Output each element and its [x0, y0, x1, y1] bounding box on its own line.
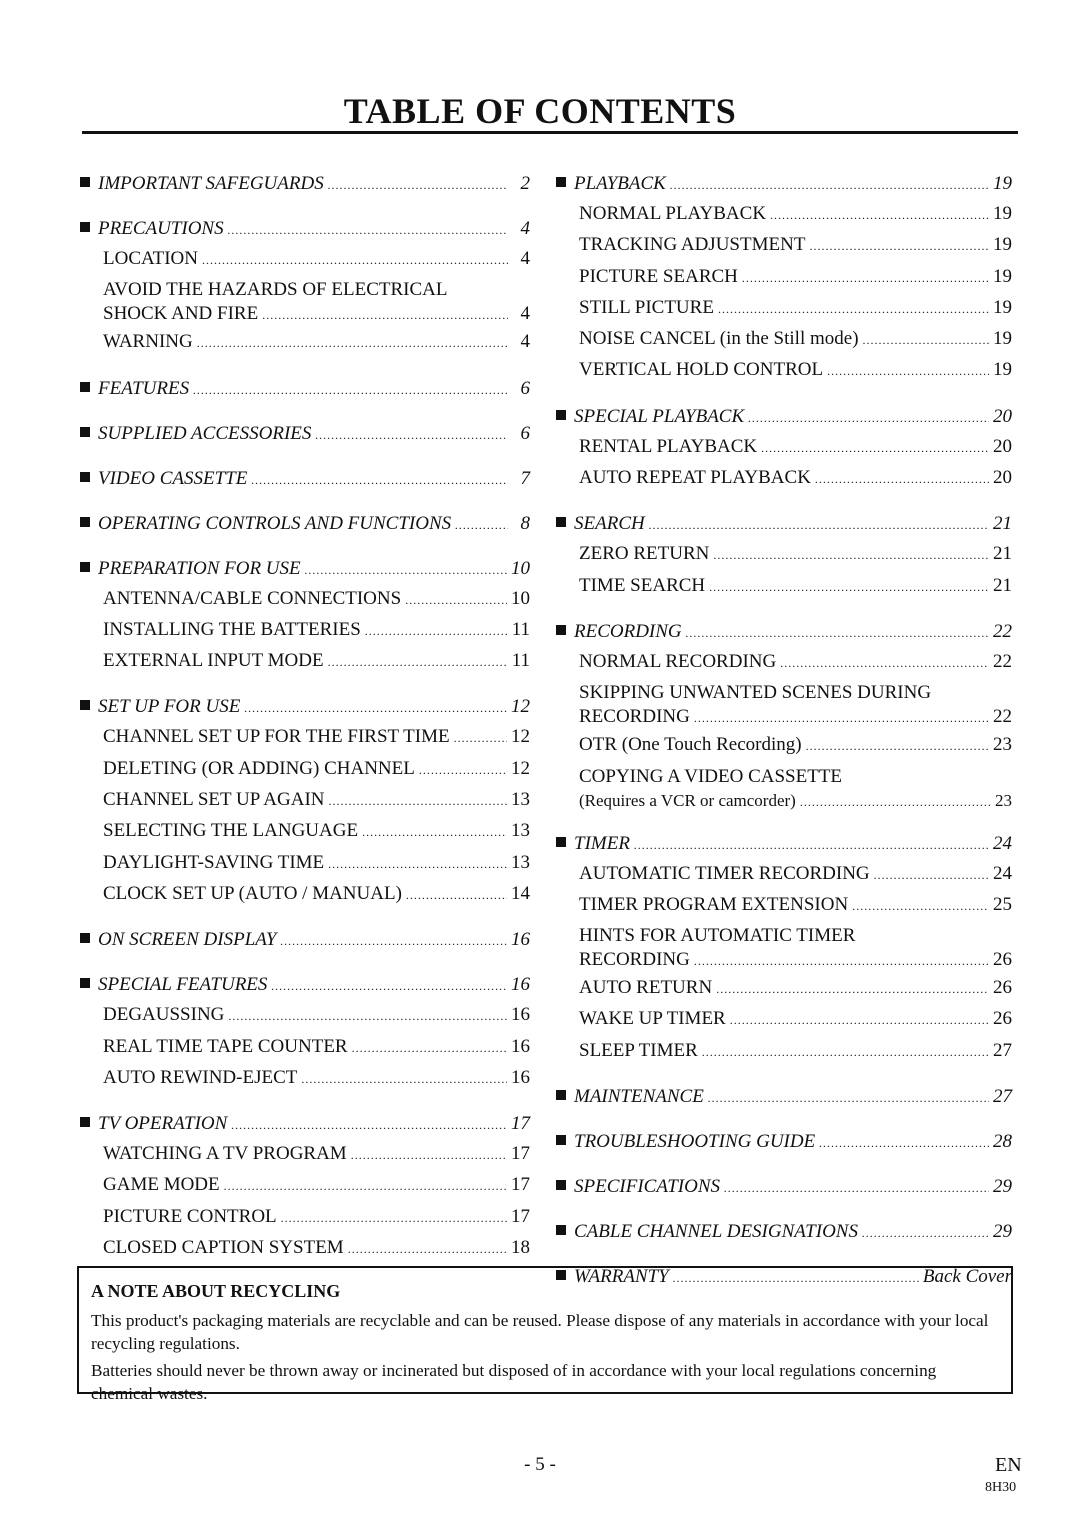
toc-entry	[556, 1004, 1012, 1035]
entry-label: CHANNEL SET UP AGAIN	[103, 789, 325, 811]
entry-label: RENTAL PLAYBACK	[579, 435, 758, 457]
toc-section	[556, 1218, 1012, 1247]
leader-dots	[718, 295, 989, 324]
section-title: ON SCREEN DISPLAY	[98, 929, 277, 951]
entry-label: NOISE CANCEL (in the Still mode)	[579, 328, 859, 350]
leader-dots	[419, 756, 507, 785]
toc-entry	[80, 848, 530, 879]
recycling-note-paragraph: Batteries should never be thrown away or incinerated but disposed of in accordance with your local regulations concerning chemical wastes.	[91, 1361, 937, 1403]
entry-label: PICTURE SEARCH	[579, 265, 738, 287]
leader-dots	[224, 1172, 507, 1201]
toc-entry	[556, 199, 1012, 230]
leader-dots	[809, 232, 989, 261]
leader-dots	[874, 861, 989, 890]
entry-page-number: 19	[993, 203, 1012, 224]
entry-page-number: 19	[993, 359, 1012, 381]
bullet-square-icon	[80, 472, 90, 482]
language-code: EN	[995, 1454, 1022, 1476]
leader-dots	[281, 1204, 507, 1233]
section-page-number: 17	[511, 1113, 530, 1135]
toc-entry	[80, 879, 530, 910]
toc-entry	[80, 1202, 530, 1233]
entry-label: TIME SEARCH	[579, 574, 706, 596]
section-title: TROUBLESHOOTING GUIDE	[574, 1131, 816, 1153]
bullet-square-icon	[80, 427, 90, 437]
entry-label-continued	[103, 302, 530, 327]
toc-section	[80, 926, 530, 955]
toc-entry	[556, 1036, 1012, 1067]
entry-page-number: 20	[993, 467, 1012, 489]
section-page-number: 7	[520, 467, 530, 489]
entry-label: OTR (One Touch Recording)	[579, 734, 802, 756]
leader-dots	[362, 818, 507, 847]
toc-entry	[556, 890, 1012, 921]
leader-dots	[815, 465, 989, 494]
leader-dots	[455, 511, 508, 539]
toc-section-heading	[80, 555, 530, 584]
page-number: - 5 -	[524, 1454, 556, 1475]
toc-section	[80, 510, 530, 539]
entry-label: AUTO REPEAT PLAYBACK	[579, 467, 811, 489]
toc-entry	[556, 463, 1012, 494]
toc-right-column	[556, 170, 1012, 1308]
toc-section	[556, 510, 1012, 602]
entry-label: COPYING A VIDEO CASSETTE	[579, 765, 843, 787]
page-title: TABLE OF CONTENTS	[343, 91, 737, 131]
entry-page-number: 13	[511, 820, 530, 842]
recycling-note-box	[77, 1266, 1013, 1403]
toc-section	[556, 1173, 1012, 1202]
recycling-note-title: A NOTE ABOUT RECYCLING	[91, 1281, 341, 1301]
entry-label: AUTO RETURN	[579, 977, 713, 999]
section-page-number: 16	[511, 929, 530, 951]
leader-dots	[730, 1006, 989, 1035]
leader-dots	[454, 724, 507, 753]
toc-section-heading	[556, 618, 1012, 647]
toc-entry	[556, 973, 1012, 1004]
leader-dots	[228, 1002, 507, 1031]
entry-label: SKIPPING UNWANTED SCENES DURING	[579, 682, 932, 704]
section-page-number: 10	[511, 557, 530, 579]
entry-label: GAME MODE	[103, 1174, 220, 1196]
bullet-square-icon	[556, 1225, 566, 1235]
entry-label: CHANNEL SET UP FOR THE FIRST TIME	[103, 726, 450, 748]
section-page-number: 27	[993, 1086, 1012, 1108]
leader-dots	[301, 1065, 507, 1094]
bullet-square-icon	[80, 177, 90, 187]
toc-section	[80, 375, 530, 404]
entry-page-number: 4	[520, 303, 530, 325]
section-title: IMPORTANT SAFEGUARDS	[98, 173, 324, 194]
leader-dots	[670, 171, 989, 199]
entry-label: NORMAL PLAYBACK	[579, 203, 767, 224]
leader-dots	[405, 586, 507, 615]
entry-label-continued	[579, 705, 1012, 730]
entry-page-number: 26	[993, 1008, 1012, 1030]
bullet-square-icon	[80, 382, 90, 392]
bullet-square-icon	[556, 517, 566, 527]
entry-page-number: 11	[511, 618, 530, 640]
bullet-square-icon	[556, 410, 566, 420]
entry-page-number: 21	[993, 543, 1012, 565]
leader-dots	[251, 466, 508, 494]
toc-entry	[556, 355, 1012, 386]
toc-section-heading	[556, 1173, 1012, 1202]
section-page-number: 16	[511, 974, 530, 996]
section-title: SET UP FOR USE	[98, 696, 241, 718]
leader-dots	[780, 649, 989, 678]
leader-dots	[315, 421, 508, 449]
section-page-number: 22	[993, 620, 1012, 642]
toc-section	[80, 1110, 530, 1264]
section-title: OPERATING CONTROLS AND FUNCTIONS	[98, 512, 452, 534]
entry-label-continued	[579, 948, 1012, 973]
toc-entry	[556, 647, 1012, 678]
leader-dots	[770, 201, 989, 230]
bullet-square-icon	[80, 978, 90, 988]
toc-section-heading	[556, 1128, 1012, 1157]
bullet-square-icon	[556, 837, 566, 847]
entry-label: SHOCK AND FIRE	[103, 303, 259, 325]
leader-dots	[202, 246, 508, 275]
toc-section-heading	[80, 375, 530, 404]
section-page-number: Back Cover	[922, 1266, 1012, 1288]
entry-label: DEGAUSSING	[103, 1004, 225, 1026]
section-page-number: 20	[993, 405, 1012, 427]
entry-label: SELECTING THE LANGUAGE	[103, 820, 359, 842]
leader-dots	[716, 975, 989, 1004]
entry-label: AUTO REWIND-EJECT	[103, 1066, 298, 1088]
toc-section-heading	[556, 170, 1012, 199]
entry-page-number: 20	[993, 435, 1012, 457]
entry-label: PICTURE CONTROL	[103, 1205, 277, 1227]
toc-entry	[80, 584, 530, 615]
entry-page-number: 13	[511, 851, 530, 873]
toc-entry	[80, 278, 530, 327]
entry-page-number: 13	[511, 789, 530, 811]
leader-dots	[365, 617, 508, 646]
toc-section-heading	[556, 1218, 1012, 1247]
bullet-square-icon	[556, 1090, 566, 1100]
entry-page-number: 19	[993, 234, 1012, 256]
title-rule	[82, 131, 1018, 134]
toc-entry	[556, 293, 1012, 324]
entry-page-number: 21	[993, 574, 1012, 596]
toc-entry	[80, 754, 530, 785]
toc-section	[80, 465, 530, 494]
section-title: SPECIAL FEATURES	[98, 974, 268, 996]
toc-section	[80, 215, 530, 359]
toc-entry	[80, 327, 530, 358]
bullet-square-icon	[80, 562, 90, 572]
entry-label: CLOCK SET UP (AUTO / MANUAL)	[103, 882, 402, 904]
entry-page-number: 17	[511, 1174, 530, 1196]
bullet-square-icon	[80, 933, 90, 943]
toc-section-heading	[556, 830, 1012, 859]
toc-section	[556, 170, 1012, 387]
toc-entry	[80, 722, 530, 753]
toc-entry	[556, 262, 1012, 293]
entry-label: WATCHING A TV PROGRAM	[103, 1143, 347, 1165]
entry-page-number: 22	[993, 650, 1012, 672]
toc-entry	[80, 1000, 530, 1031]
toc-entry	[80, 1063, 530, 1094]
leader-dots	[197, 329, 508, 358]
entry-label: (Requires a VCR or camcorder)	[579, 790, 796, 810]
model-code: 8H30	[985, 1480, 1017, 1495]
entry-label: CLOSED CAPTION SYSTEM	[103, 1237, 344, 1259]
toc-entry	[80, 1170, 530, 1201]
entry-label: RECORDING	[579, 706, 690, 728]
section-title: PRECAUTIONS	[98, 218, 224, 239]
entry-page-number: 17	[511, 1143, 530, 1165]
toc-entry	[80, 816, 530, 847]
toc-section-heading	[80, 926, 530, 955]
entry-page-number: 26	[993, 949, 1012, 971]
entry-label: DAYLIGHT-SAVING TIME	[103, 851, 325, 873]
section-title: SUPPLIED ACCESSORIES	[98, 422, 312, 444]
toc-section-heading	[556, 510, 1012, 539]
toc-entry	[556, 765, 1012, 814]
leader-dots	[329, 787, 508, 816]
toc-section-heading	[80, 465, 530, 494]
toc-section	[556, 403, 1012, 495]
section-page-number: 12	[511, 696, 530, 718]
entry-page-number: 23	[993, 734, 1012, 756]
toc-section-heading	[80, 215, 530, 244]
leader-dots	[231, 1111, 507, 1139]
entry-label: AUTOMATIC TIMER RECORDING	[579, 862, 870, 884]
toc-section-heading	[80, 170, 530, 199]
toc-entry	[556, 432, 1012, 463]
leader-dots	[709, 573, 989, 602]
entry-label: INSTALLING THE BATTERIES	[103, 618, 361, 640]
entry-page-number: 24	[993, 862, 1012, 884]
leader-dots	[800, 790, 990, 814]
entry-page-number: 26	[993, 977, 1012, 999]
leader-dots	[819, 1129, 989, 1157]
toc-section-heading	[556, 403, 1012, 432]
toc-section	[556, 1083, 1012, 1112]
entry-label: STILL PICTURE	[579, 296, 714, 318]
section-page-number: 6	[520, 377, 530, 399]
entry-label: RECORDING	[579, 949, 690, 971]
bullet-square-icon	[80, 222, 90, 232]
leader-dots	[761, 434, 989, 463]
entry-page-number: 17	[511, 1205, 530, 1227]
bullet-square-icon	[556, 177, 566, 187]
entry-label: REAL TIME TAPE COUNTER	[103, 1035, 348, 1057]
bullet-square-icon	[80, 700, 90, 710]
toc-section	[80, 971, 530, 1094]
leader-dots	[694, 949, 989, 973]
section-title: TV OPERATION	[98, 1113, 228, 1135]
entry-label: LOCATION	[103, 248, 198, 269]
leader-dots	[305, 556, 507, 584]
section-title: PLAYBACK	[574, 173, 666, 194]
toc-entry	[556, 924, 1012, 973]
leader-dots	[193, 376, 508, 404]
leader-dots	[862, 1219, 989, 1247]
entry-label: NORMAL RECORDING	[579, 650, 777, 672]
bullet-square-icon	[80, 1117, 90, 1127]
entry-page-number: 16	[511, 1004, 530, 1026]
entry-page-number: 22	[993, 706, 1012, 728]
section-page-number: 21	[993, 513, 1012, 535]
entry-page-number: 12	[511, 757, 530, 779]
leader-dots	[328, 171, 508, 199]
entry-page-number: 11	[511, 650, 530, 672]
toc-section	[80, 170, 530, 199]
toc-section	[556, 618, 1012, 814]
entry-page-number: 4	[520, 331, 530, 353]
recycling-note-paragraph: This product's packaging materials are recyclable and can be reused. Please dispose of any materials in accordance with your local recycling regulations.	[91, 1311, 989, 1353]
toc-section-heading	[556, 1083, 1012, 1112]
toc-entry	[80, 1233, 530, 1264]
leader-dots	[351, 1141, 507, 1170]
entry-page-number: 16	[511, 1035, 530, 1057]
leader-dots	[244, 694, 507, 722]
leader-dots	[348, 1235, 507, 1264]
entry-page-number: 19	[993, 265, 1012, 287]
section-title: SPECIAL PLAYBACK	[574, 405, 745, 427]
leader-dots	[708, 1084, 989, 1112]
leader-dots	[863, 326, 989, 355]
leader-dots	[806, 732, 989, 761]
toc-entry	[556, 681, 1012, 730]
toc-left-column	[80, 170, 530, 1280]
toc-entry	[80, 244, 530, 275]
section-page-number: 8	[520, 512, 530, 534]
leader-dots	[748, 404, 989, 432]
leader-dots	[742, 264, 989, 293]
toc-section	[80, 420, 530, 449]
entry-label: DELETING (OR ADDING) CHANNEL	[103, 757, 415, 779]
entry-page-number: 19	[993, 296, 1012, 318]
leader-dots	[724, 1174, 989, 1202]
bullet-square-icon	[80, 517, 90, 527]
bullet-square-icon	[556, 1180, 566, 1190]
section-title: RECORDING	[574, 620, 682, 642]
leader-dots	[827, 357, 989, 386]
entry-label: SLEEP TIMER	[579, 1039, 698, 1061]
section-title: SEARCH	[574, 513, 645, 535]
section-title: TIMER	[574, 832, 630, 854]
entry-label: ZERO RETURN	[579, 543, 710, 565]
leader-dots	[228, 216, 508, 244]
section-title: MAINTENANCE	[574, 1086, 704, 1108]
entry-label: VERTICAL HOLD CONTROL	[579, 359, 824, 381]
leader-dots	[634, 831, 989, 859]
leader-dots	[702, 1038, 989, 1067]
toc-entry	[80, 615, 530, 646]
toc-entry	[556, 539, 1012, 570]
entry-label: ANTENNA/CABLE CONNECTIONS	[103, 587, 402, 609]
entry-label: AVOID THE HAZARDS OF ELECTRICAL	[103, 279, 448, 301]
section-page-number: 24	[993, 832, 1012, 854]
entry-page-number: 12	[511, 726, 530, 748]
toc-section-heading	[80, 971, 530, 1000]
bullet-square-icon	[556, 625, 566, 635]
toc-entry	[556, 571, 1012, 602]
toc-section-heading	[80, 420, 530, 449]
toc-entry	[556, 230, 1012, 261]
leader-dots	[271, 972, 507, 1000]
toc-entry	[80, 1032, 530, 1063]
leader-dots	[694, 706, 989, 730]
leader-dots	[262, 303, 508, 327]
leader-dots	[852, 892, 989, 921]
leader-dots	[406, 881, 507, 910]
section-title: FEATURES	[98, 377, 190, 399]
leader-dots	[280, 927, 507, 955]
toc-section-heading	[80, 1110, 530, 1139]
bullet-square-icon	[556, 1135, 566, 1145]
toc-section	[556, 830, 1012, 1067]
toc-section	[556, 1128, 1012, 1157]
entry-label: WARNING	[103, 331, 193, 353]
toc-section-heading	[80, 693, 530, 722]
section-title: SPECIFICATIONS	[574, 1176, 721, 1198]
toc-section	[80, 555, 530, 678]
toc-entry	[80, 646, 530, 677]
toc-entry	[80, 1139, 530, 1170]
toc-entry	[556, 859, 1012, 890]
section-page-number: 28	[993, 1131, 1012, 1153]
toc-section-heading	[80, 510, 530, 539]
entry-label: WAKE UP TIMER	[579, 1008, 726, 1030]
section-title: CABLE CHANNEL DESIGNATIONS	[574, 1221, 858, 1243]
toc-section	[80, 693, 530, 910]
leader-dots	[649, 511, 989, 539]
entry-page-number: 10	[511, 587, 530, 609]
toc-entry	[556, 324, 1012, 355]
leader-dots	[686, 619, 989, 647]
leader-dots	[713, 541, 989, 570]
entry-label: TRACKING ADJUSTMENT	[579, 234, 806, 256]
section-page-number: 6	[520, 422, 530, 444]
toc-entry	[80, 785, 530, 816]
section-page-number: 4	[520, 218, 530, 239]
entry-page-number: 19	[993, 328, 1012, 350]
entry-label: EXTERNAL INPUT MODE	[103, 650, 324, 672]
entry-page-number: 16	[511, 1066, 530, 1088]
entry-label-continued	[579, 789, 1012, 814]
section-page-number: 29	[993, 1221, 1012, 1243]
leader-dots	[352, 1034, 507, 1063]
leader-dots	[328, 850, 507, 879]
section-page-number: 29	[993, 1176, 1012, 1198]
section-title: WARRANTY	[574, 1266, 669, 1288]
section-page-number: 2	[520, 173, 530, 194]
section-title: VIDEO CASSETTE	[98, 467, 248, 489]
entry-page-number: 27	[993, 1039, 1012, 1061]
entry-page-number: 14	[511, 882, 530, 904]
toc-entry	[556, 730, 1012, 761]
entry-page-number: 4	[520, 248, 530, 269]
section-title: PREPARATION FOR USE	[98, 557, 301, 579]
section-page-number: 19	[993, 173, 1012, 194]
entry-label: HINTS FOR AUTOMATIC TIMER	[579, 925, 856, 947]
entry-page-number: 23	[995, 790, 1012, 810]
entry-page-number: 25	[993, 893, 1012, 915]
entry-label: TIMER PROGRAM EXTENSION	[579, 893, 849, 915]
entry-page-number: 18	[511, 1237, 530, 1259]
leader-dots	[328, 648, 508, 677]
